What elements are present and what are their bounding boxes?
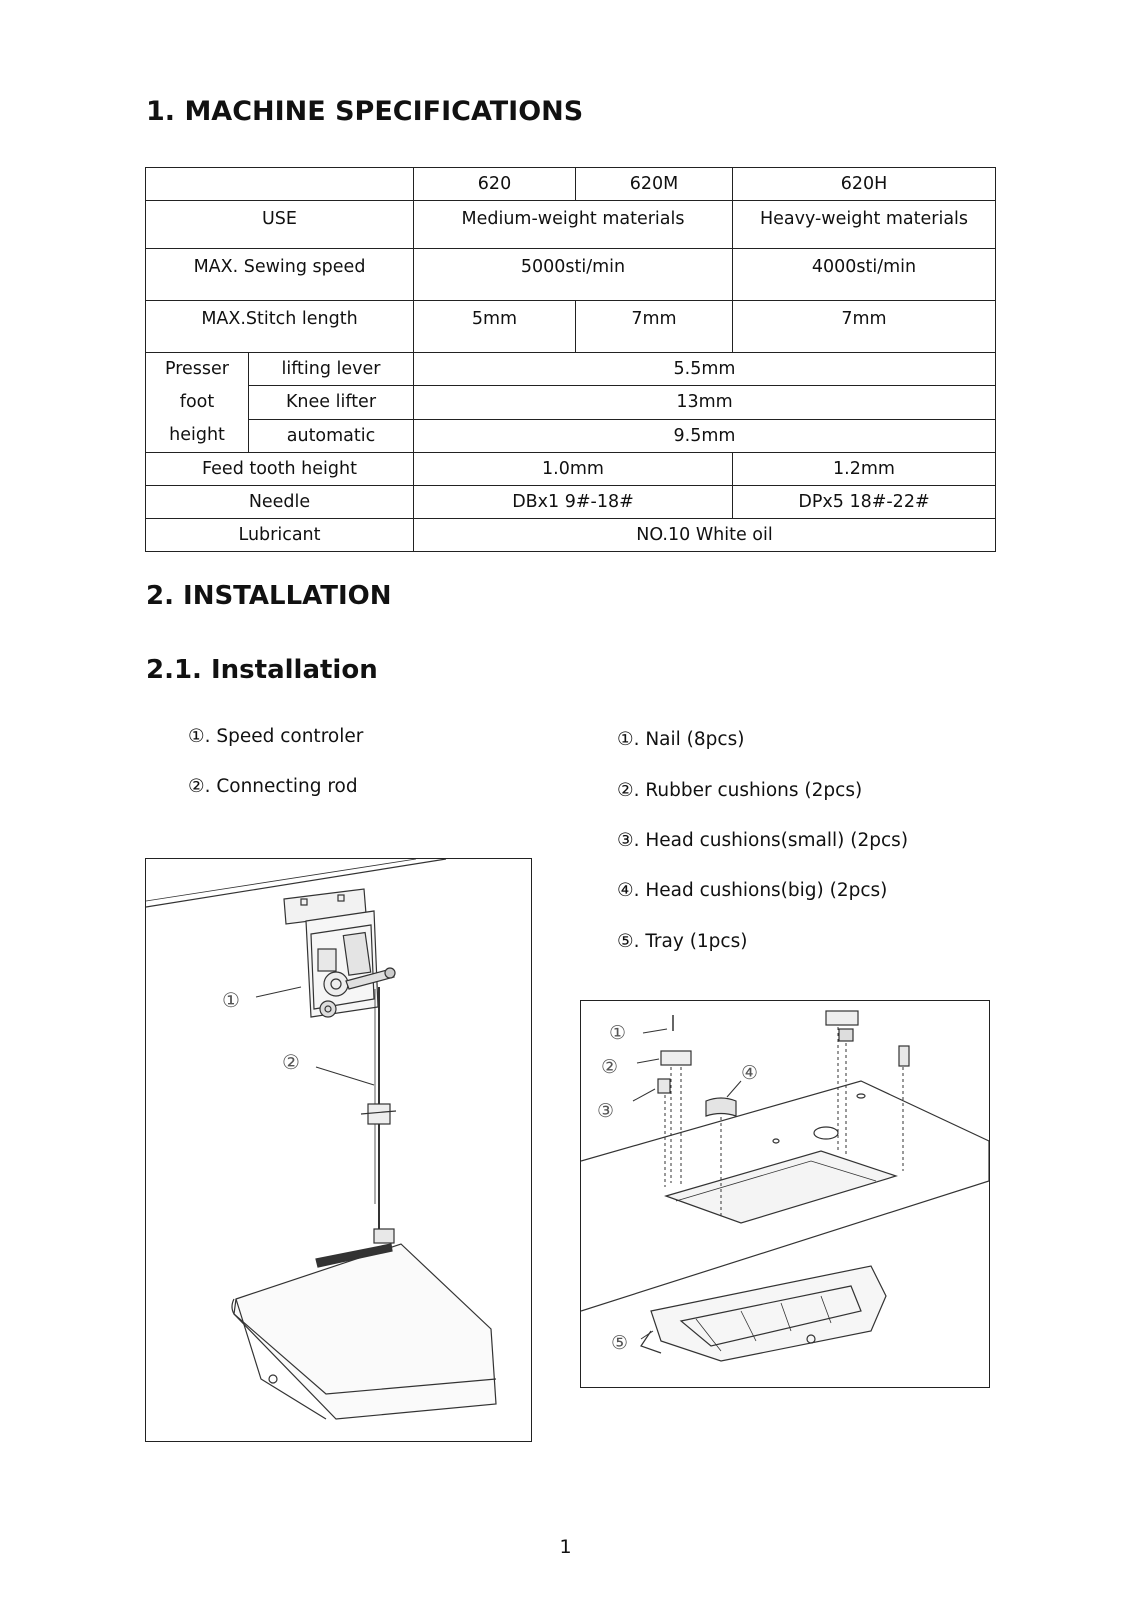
needle-heavy: DPx5 18#-22#	[733, 486, 996, 519]
stitch-length-620h: 7mm	[733, 301, 996, 353]
stitch-length-620: 5mm	[414, 301, 576, 353]
list-item: ④. Head cushions(big) (2pcs)	[617, 880, 888, 901]
feed-tooth-height-label: Feed tooth height	[146, 453, 414, 486]
stitch-length-620m: 7mm	[576, 301, 733, 353]
use-heavy: Heavy-weight materials	[733, 201, 996, 249]
stitch-length-label: MAX.Stitch length	[146, 301, 414, 353]
section-title-installation: 2. INSTALLATION	[146, 581, 392, 611]
callout-5: ⑤	[611, 1332, 629, 1354]
presser-label-line2: foot	[179, 392, 215, 412]
feed-tooth-height-heavy: 1.2mm	[733, 453, 996, 486]
model-620: 620	[414, 168, 576, 201]
callout-2: ②	[282, 1050, 300, 1074]
callout-1: ①	[222, 988, 240, 1012]
list-item: ③. Head cushions(small) (2pcs)	[617, 830, 909, 851]
table-accessories-illustration	[581, 1001, 989, 1387]
machine-spec-table	[145, 167, 996, 552]
spec-header-blank	[146, 168, 414, 201]
use-medium: Medium-weight materials	[414, 201, 733, 249]
lubricant-value: NO.10 White oil	[414, 519, 996, 552]
knee-lifter-value: 13mm	[414, 386, 996, 419]
use-label: USE	[146, 201, 414, 249]
automatic-label: automatic	[249, 419, 414, 452]
lubricant-label: Lubricant	[146, 519, 414, 552]
presser-label-line1: Presser	[164, 359, 230, 379]
speed-controller-figure	[145, 858, 532, 1442]
list-item: ①. Nail (8pcs)	[617, 729, 745, 750]
list-item: ②. Connecting rod	[188, 776, 358, 797]
feed-tooth-height-medium: 1.0mm	[414, 453, 733, 486]
speed-controller-illustration	[146, 859, 531, 1441]
model-620h: 620H	[733, 168, 996, 201]
list-item: ⑤. Tray (1pcs)	[617, 931, 748, 952]
callout-3: ③	[597, 1100, 615, 1122]
needle-medium: DBx1 9#-18#	[414, 486, 733, 519]
subsection-title-installation: 2.1. Installation	[146, 655, 378, 685]
lifting-lever-label: lifting lever	[249, 353, 414, 386]
presser-label-line3: height	[169, 425, 225, 445]
sewing-speed-heavy: 4000sti/min	[733, 249, 996, 301]
needle-label: Needle	[146, 486, 414, 519]
callout-4: ④	[741, 1062, 759, 1084]
section-title-specifications: 1. MACHINE SPECIFICATIONS	[146, 96, 584, 127]
knee-lifter-label: Knee lifter	[249, 386, 414, 419]
sewing-speed-medium: 5000sti/min	[414, 249, 733, 301]
page-number: 1	[559, 1536, 572, 1558]
automatic-value: 9.5mm	[414, 419, 996, 452]
model-620m: 620M	[576, 168, 733, 201]
list-item: ②. Rubber cushions (2pcs)	[617, 780, 863, 801]
list-item: ①. Speed controler	[188, 726, 364, 747]
table-accessories-figure	[580, 1000, 990, 1388]
sewing-speed-label: MAX. Sewing speed	[146, 249, 414, 301]
callout-1: ①	[609, 1022, 627, 1044]
lifting-lever-value: 5.5mm	[414, 353, 996, 386]
callout-2: ②	[601, 1056, 619, 1078]
presser-foot-height-label	[146, 353, 249, 453]
